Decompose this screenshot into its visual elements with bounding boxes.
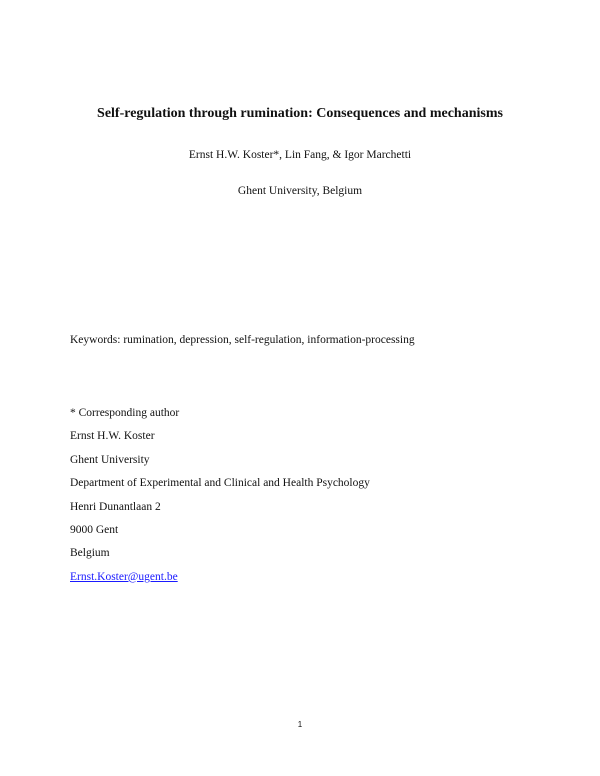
email-link[interactable]: Ernst.Koster@ugent.be — [70, 570, 178, 583]
paper-title: Self-regulation through rumination: Consequences and mechanisms — [97, 106, 503, 121]
corresponding-author-country: Belgium — [70, 547, 110, 560]
corresponding-author-email-row — [70, 570, 370, 593]
page-number: 1 — [297, 720, 303, 729]
author-list: Ernst H.W. Koster*, Lin Fang, & Igor Marchetti — [188, 149, 412, 161]
corresponding-author-department: Department of Experimental and Clinical and Health Psychology — [70, 477, 370, 490]
corresponding-author-institution: Ghent University — [70, 453, 150, 466]
corresponding-author-block — [70, 406, 370, 593]
corresponding-author-name: Ernst H.W. Koster — [70, 430, 155, 443]
author-affiliation: Ghent University, Belgium — [237, 185, 363, 197]
corresponding-author-label: * Corresponding author — [70, 407, 180, 419]
corresponding-author-city: 9000 Gent — [70, 523, 119, 536]
keywords-line: Keywords: rumination, depression, self-regulation, information-processing — [70, 334, 415, 346]
corresponding-author-street: Henri Dunantlaan 2 — [70, 500, 161, 513]
